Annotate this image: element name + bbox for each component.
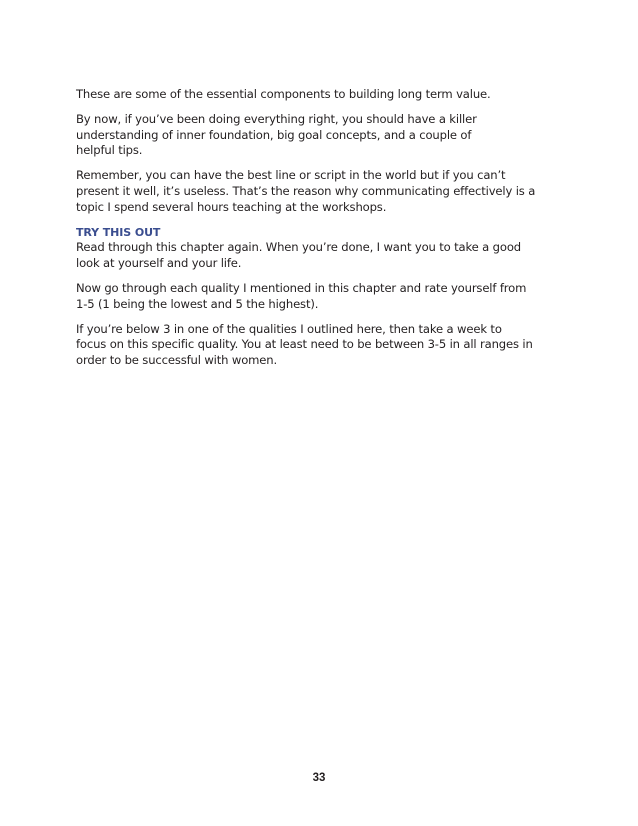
text-line: Read through this chapter again. When you’re done, I want you to take a good <box>76 240 521 255</box>
text-line: If you’re below 3 in one of the qualities I outlined here, then take a week to <box>76 321 502 336</box>
text-line: understanding of inner foundation, big goal concepts, and a couple of <box>76 127 472 142</box>
body-paragraph-2 <box>76 112 571 159</box>
try-this-out-paragraph-1 <box>76 225 571 272</box>
section-heading: TRY THIS OUT <box>76 225 161 239</box>
body-paragraph-1 <box>76 87 571 103</box>
text-line: Now go through each quality I mentioned in this chapter and rate yourself from <box>76 280 527 295</box>
text-line: These are some of the essential components to building long term value. <box>76 87 491 101</box>
text-line: 1-5 (1 being the lowest and 5 the highest). <box>76 296 319 311</box>
text-line: present it well, it’s useless. That’s the reason why communicating effectively is a <box>76 183 536 198</box>
page-number: 33 <box>312 772 326 784</box>
text-line: topic I spend several hours teaching at the workshops. <box>76 199 387 214</box>
text-line: order to be successful with women. <box>76 353 278 368</box>
text-line: look at yourself and your life. <box>76 256 242 271</box>
body-paragraph-3 <box>76 168 571 215</box>
try-this-out-paragraph-3 <box>76 322 571 369</box>
text-line: Remember, you can have the best line or script in the world but if you can’t <box>76 168 506 183</box>
text-line: By now, if you’ve been doing everything right, you should have a killer <box>76 111 477 126</box>
page-body <box>76 87 571 378</box>
text-line: helpful tips. <box>76 143 143 158</box>
text-line: focus on this specific quality. You at least need to be between 3-5 in all ranges in <box>76 337 533 352</box>
try-this-out-paragraph-2 <box>76 281 571 313</box>
try-this-out-section <box>76 225 571 369</box>
